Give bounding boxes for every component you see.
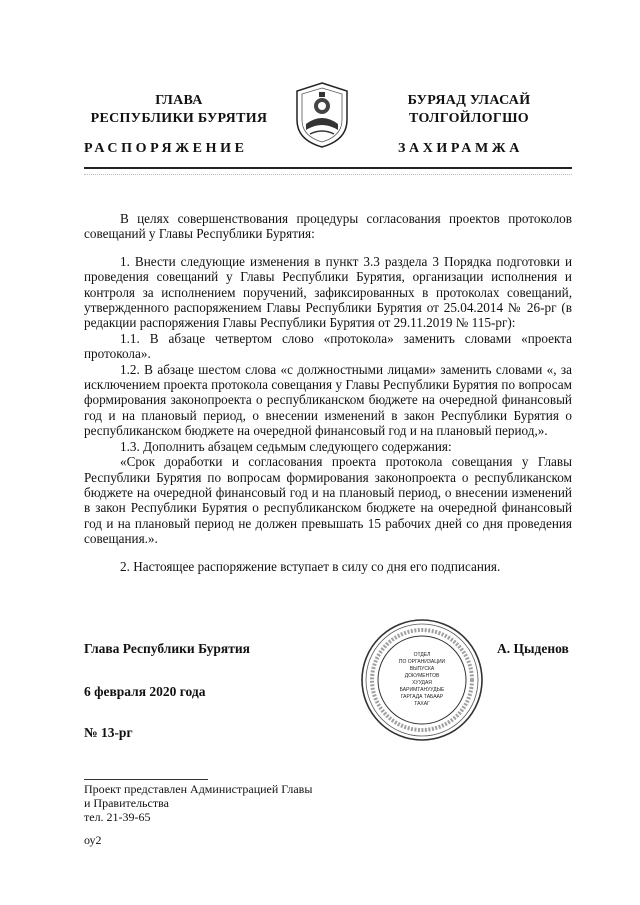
stamp-text-line: ОТДЕЛ [413, 652, 431, 658]
document-date: 6 февраля 2020 года [84, 684, 206, 699]
paragraph-1-1: 1.1. В абзаце четвертом слово «протокола» заменить словами «проекта протокола». [84, 330, 572, 362]
paragraph-1-2: 1.2. В абзаце шестом слова «с должностными лицами» заменить словами «, за исключением проекта протокола совещания у Главы Республики Бурятия по вопросам формирования законопроекта о республиканском бюджете на очередной финансовый год и на плановый период, о внесении изменений в закон Республики Бурятия о республиканском бюджете на очередной финансовый год и на плановый период,». [84, 361, 572, 439]
paragraph-1: 1. Внести следующие изменения в пункт 3.3 раздела 3 Порядка подготовки и проведения совещаний у Главы Республики Бурятия, организации исполнения и контроля за исполнением поручений, зафиксированных в протоколах совещаний, утвержденного распоряжением Главы Республики Бурятия от 25.04.2014 № 26-рг (в редакции распоряжения Главы Республики Бурятия от 29.11.2019 № 115-рг): [84, 253, 572, 331]
doc-type-right: ЗАХИРАМЖА [398, 141, 523, 156]
stamp-text-line: ГАРГАДА ТАБААР [400, 694, 444, 700]
footer-line3: тел. 21-39-65 [84, 810, 151, 824]
header-dotted-line [84, 174, 572, 175]
stamp-text-line: ДОКУМЕНТОВ [404, 673, 440, 679]
header-right-line2: ТОЛГОЙЛОГШО [409, 111, 529, 126]
stamp-text-line: БАРИМТАНУУДЫЕ [399, 687, 445, 693]
quote-paragraph: «Срок доработки и согласования проекта протокола совещания у Главы Республики Бурятия по вопросам формирования законопроекта о республиканском бюджете на очередной финансовый год и на плановый период, о внесении изменений в закон Республики Бурятия о республиканском бюджете на очередной финансовый год и на плановый период не должен превышать 15 рабочих дней со дня проведения совещания.». [84, 454, 572, 547]
header-divider [84, 167, 572, 169]
stamp-text-line: ХУУДАЯ [412, 680, 432, 686]
stamp-text-line: ТАХАГ [414, 701, 430, 707]
header-right [366, 92, 572, 128]
footer-divider [84, 779, 208, 780]
coat-of-arms-emblem [292, 80, 352, 150]
official-round-stamp [360, 618, 484, 742]
paragraph-2: 2. Настоящее распоряжение вступает в силу со дня его подписания. [120, 558, 501, 574]
document-number: № 13-рг [84, 725, 133, 740]
header-right-line1: БУРЯАД УЛАСАЙ [407, 93, 531, 108]
footer-line2: и Правительства [84, 796, 169, 810]
header-left-line2: РЕСПУБЛИКИ БУРЯТИЯ [90, 111, 268, 126]
footer-line1: Проект представлен Администрацией Главы [84, 782, 313, 796]
signatory-position: Глава Республики Бурятия [84, 641, 250, 656]
footer-note [84, 782, 312, 824]
document-body [84, 211, 572, 574]
intro-paragraph: В целях совершенствования процедуры согласования проектов протоколов совещаний у Главы Республики Бурятия: [84, 211, 572, 242]
stamp-text-line: ПО ОРГАНИЗАЦИИ [398, 659, 446, 665]
header-left-line1: ГЛАВА [155, 93, 203, 108]
paragraph-1-3: 1.3. Дополнить абзацем седьмым следующего содержания: [120, 438, 452, 454]
stamp-text-line: ВЫПУСКА [409, 666, 435, 672]
doc-type-left: РАСПОРЯЖЕНИЕ [84, 141, 248, 156]
header-left [84, 92, 274, 128]
footer-code: оу2 [84, 833, 102, 847]
signatory-name: А. Цыденов [497, 641, 569, 656]
